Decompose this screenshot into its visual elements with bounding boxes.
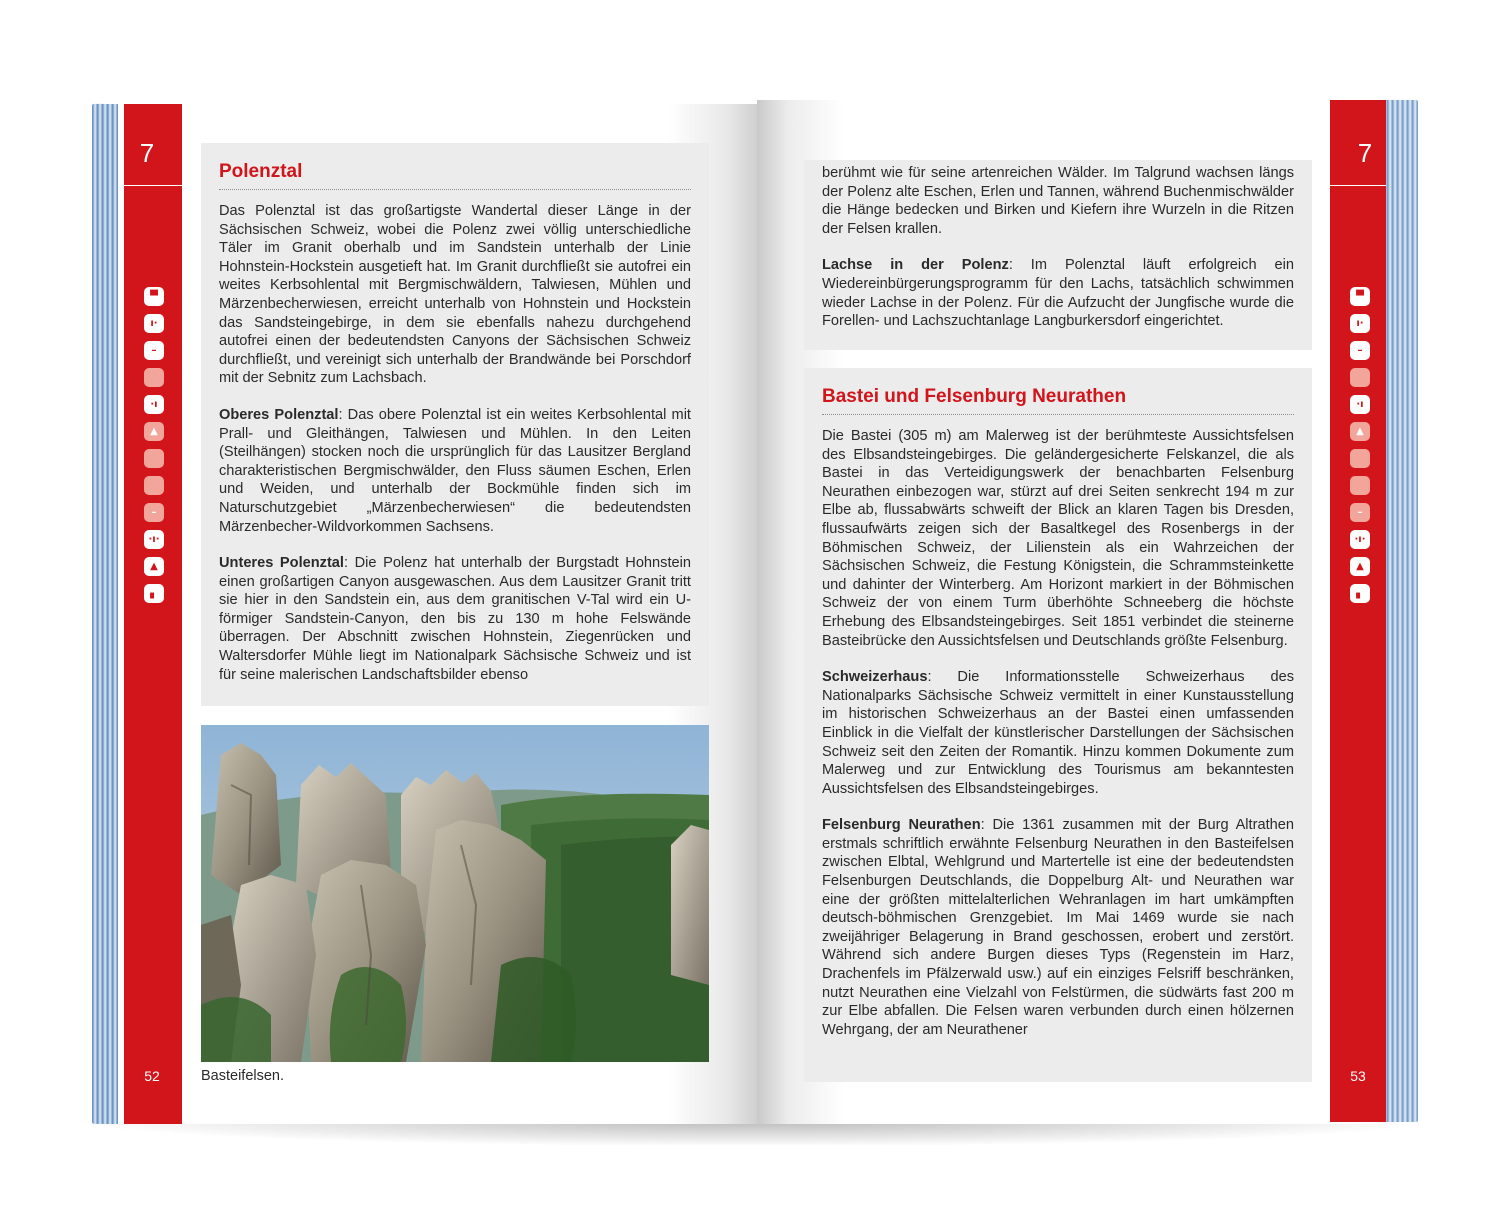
chapter-tabs-left [144,287,164,603]
chapter-number-left: 7 [139,138,155,168]
tab-icon-4[interactable] [1350,368,1370,387]
tab-icon-11[interactable]: ▲ [1350,557,1370,576]
tab-icon-12[interactable]: ▖ [144,584,164,603]
paragraph-continuation: berühmt wie für seine artenreichen Wälder. Im Talgrund wachsen längs der Polenz alte Eschen, Erlen und Tannen, während Buchenmischwälder die Hänge bedecken und Birken und Kiefern ihre Wurzeln in die Ritzen der Felsen krallen. [822,165,1294,237]
tab-icon-6[interactable]: ▲ [1350,422,1370,441]
tab-icon-1[interactable]: ▀ [144,287,164,306]
section-title-bastei: Bastei und Felsenburg Neurathen [822,386,1294,415]
tab-icon-1[interactable]: ▀ [1350,287,1370,306]
chapter-tabs-right [1350,287,1370,603]
tab-icon-2[interactable]: ı· [1350,314,1370,333]
tab-icon-10[interactable]: ·ı· [1350,530,1370,549]
tab-icon-12[interactable]: ▖ [1350,584,1370,603]
page-number-left: 52 [144,1068,160,1084]
paragraph-lachse: Lachse in der Polenz: Im Polenztal läuft erfolgreich ein Wiedereinbürgerungsprogramm für den Lachs, tatsächlich schwimmen wieder Lachse in der Polenz. Für die Aufzucht der Jungfische wurde die Forellen- und Lachszuchtanlage Langburkersdorf eingerichtet. [822,257,1294,330]
basteifelsen-photo [201,725,709,1062]
page-number-right: 53 [1350,1068,1366,1084]
tab-icon-9[interactable]: – [144,503,164,522]
tab-icon-2[interactable]: ı· [144,314,164,333]
tab-icon-10[interactable]: ·ı· [144,530,164,549]
chapter-number-right: 7 [1357,138,1373,168]
chapter-tab-bar-right [1330,100,1386,1122]
tab-icon-5[interactable]: ·ı [144,395,164,414]
tab-icon-5[interactable]: ·ı [1350,395,1370,414]
paragraph: Das Polenztal ist das großartigste Wandertal dieser Länge in der Sächsischen Schweiz, wobei die Polenz zwei völlig unterschiedliche Täler im Granit oberhalb und im Sandstein unterhalb der Linie Hohnstein-Hockstein ausgetieft hat. Im Granit durchfließt sie autofrei ein weites Kerbsohlental mit Bergmischwäldern, Talwiesen, Mühlen und Märzenbecherwiesen, erreicht unterhalb von Hohnstein und Hockstein das Sandsteingebirge, in dem sie ebenfalls nahezu durchgehend autofrei einen der bedeutendsten Canyons der Sächsischen Schweiz durchfließt, und vereinigt sich unterhalb der Brandwände bei Porschdorf mit der Sebnitz zum Lachsbach. [219,203,691,387]
paragraph-felsenburg-neurathen: Felsenburg Neurathen: Die 1361 zusammen mit der Burg Altrathen erstmals schriftlich erwähnte Felsenburg Neurathen in den Basteifelsen zwischen Elbtal, Wehlgrund und Martertelle ist eine der bedeutendsten Felsenburgen Deutschlands, die Doppelburg Alt- und Neurathen war eine der größten mittelalterlichen Wehranlagen im hart umkämpften deutsch-böhmischen Grenzgebiet. Im Mai 1469 wurde sie nach zweijähriger Belagerung in Brand geschossen, erobert und zerstört. Während sich andere Burgen dieses Typs (Regenstein im Harz, Drachenfels im Pfälzerwald usw.) auf ein einziges Felsriff beschränken, nutzt Neurathen eine Vielzahl von Felstürmen, die südwärts fast 200 m zur Elbe abfallen. Die Felsen waren verbunden durch einen hölzernen Wehrgang, der am Neurathener [822,817,1294,1038]
paragraph-oberes-polenztal: Oberes Polenztal: Das obere Polenztal ist ein weites Kerbsohlental mit Prall- und Gleithängen, Talwiesen und Mühlen. In den Leiten (Steilhängen) stocken noch die ursprünglich für das Lausitzer Bergland charakteristischen Bergmischwälder, den Fluss säumen Eschen, Erlen und Weiden, und unterhalb der Bockmühle finden sich im Naturschutzgebiet „Märzenbecherwiesen“ die bedeutendsten Märzenbecher-Wildvorkommen Sachsens. [219,406,691,535]
tab-icon-6[interactable]: ▲ [144,422,164,441]
tab-icon-3[interactable]: – [144,341,164,360]
polenztal-continued-box [804,160,1312,350]
chapter-divider-right [1330,185,1386,186]
tab-icon-8[interactable] [144,476,164,495]
tab-icon-9[interactable]: – [1350,503,1370,522]
paragraph-bastei: Die Bastei (305 m) am Malerweg ist der berühmteste Aussichtsfelsen des Elbsandsteingebirges. Die geländergesicherte Felskanzel, die als Bastei in das Verteidigungswerk der benachbarten Felsenburg Neurathen einbezogen war, stürzt auf drei Seiten senkrecht 194 m zur Elbe ab, flussabwärts schweift der Blick an klaren Tagen bis Dresden, flussaufwärts zeigen sich der Basaltkegel des Rosenbergs in der Böhmischen Schweiz, der Lilienstein als ein Wahrzeichen der Sächsischen Schweiz, die Festung Königstein, die Schrammsteinkette und dahinter der Winterberg. Am Horizont markiert in der Böhmischen Schweiz der von einem Turm überhöhte Schneeberg die höchste Erhebung des Elbsandsteingebirges. Seit 1851 verbindet die steinerne Basteibrücke den Aussichtsfelsen und Deutschlands größte Felsenburg. [822,428,1294,649]
tab-icon-7[interactable] [1350,449,1370,468]
paragraph-schweizerhaus: Schweizerhaus: Die Informationsstelle Schweizerhaus des Nationalparks Sächsische Schweiz vermittelt in einer Kunstausstellung im historischen Schweizerhaus an der Bastei einen umfassenden Einblick in die Vielfalt der künstlerischer Darstellungen der Sächsischen Schweiz seit den Zeiten der Romantik. Hinzu kommen Dokumente zum Malerweg und zur Entwicklung des Tourismus am bekanntesten Aussichtsfelsen des Elbsandsteingebirges. [822,669,1294,797]
chapter-divider-left [124,185,182,186]
tab-icon-8[interactable] [1350,476,1370,495]
tab-icon-7[interactable] [144,449,164,468]
tab-icon-4[interactable] [144,368,164,387]
tab-icon-3[interactable]: – [1350,341,1370,360]
polenztal-box [201,143,709,706]
section-title-polenztal: Polenztal [219,161,691,190]
tab-icon-11[interactable]: ▲ [144,557,164,576]
bastei-box [804,368,1312,1082]
paragraph-unteres-polenztal: Unteres Polenztal: Die Polenz hat unterhalb der Burgstadt Hohnstein einen großartigen Canyon ausgewaschen. Aus dem Lausitzer Granit tritt sie hier in den Sandstein ein, aus dem granitischen V-Tal wird ein U-förmiger Sandstein-Canyon, den bis zu 130 m hohe Felswände überragen. Der Abschnitt zwischen Hohnstein, Ziegenrücken und Waltersdorfer Mühle liegt im Nationalpark Sächsische Schweiz und ist für seine malerischen Landschaftsbilder ebenso [219,555,691,683]
chapter-tab-bar-left [124,104,182,1124]
photo-caption: Basteifelsen. [201,1068,285,1084]
